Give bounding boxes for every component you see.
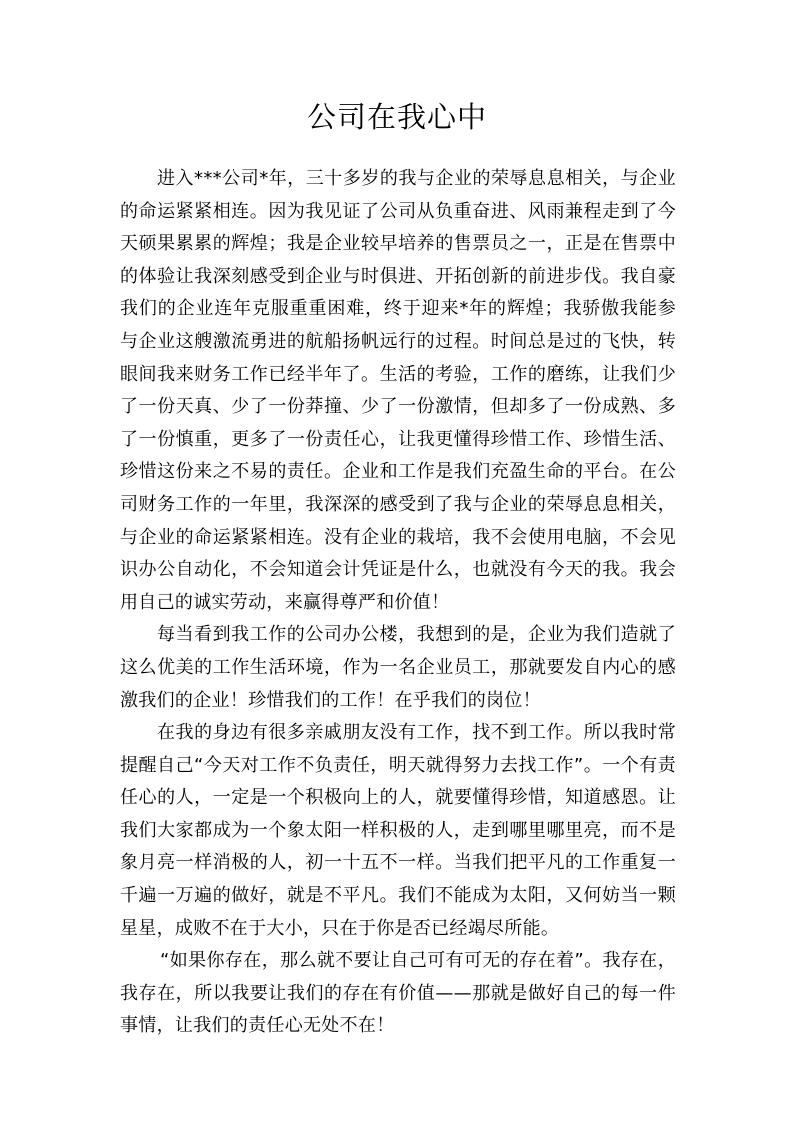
paragraph-1: 进入***公司*年，三十多岁的我与企业的荣辱息息相关，与企业的命运紧紧相连。因为我见证了公司从负重奋进、风雨兼程走到了今天硕果累累的辉煌；我是企业较早培养的售票员之一，正是在售票中的体验让我深刻感受到企业与时俱进、开拓创新的前进步伐。我自豪我们的企业连年克服重重困难，终于迎来*年的辉煌；我骄傲我能参与企业这艘激流勇进的航船扬帆远行的过程。时间总是过的飞快，转眼间我来财务工作已经半年了。生活的考验，工作的磨练，让我们少了一份天真、少了一份莽撞、少了一份激情，但却多了一份成熟、多了一份慎重，更多了一份责任心，让我更懂得珍惜工作、珍惜生活、珍惜这份来之不易的责任。企业和工作是我们充盈生命的平台。在公司财务工作的一年里，我深深的感受到了我与企业的荣辱息息相关，与企业的命运紧紧相连。没有企业的栽培，我不会使用电脑，不会见识办公自动化，不会知道会计凭证是什么，也就没有今天的我。我会用自己的诚实劳动，来赢得尊严和价值！	[120, 168, 676, 613]
paragraph-3: 在我的身边有很多亲戚朋友没有工作，找不到工作。所以我时常提醒自己“今天对工作不负责任，明天就得努力去找工作”。一个有责任心的人，一定是一个积极向上的人，就要懂得珍惜，知道感恩。让我们大家都成为一个象太阳一样积极的人，走到哪里哪里亮，而不是象月亮一样消极的人，初一十五不一样。当我们把平凡的工作重复一千遍一万遍的做好，就是不平凡。我们不能成为太阳，又何妨当一颗星星，成败不在于大小，只在于你是否已经竭尽所能。	[120, 722, 676, 939]
document-title: 公司在我心中	[306, 100, 487, 134]
paragraph-4: “如果你存在，那么就不要让自己可有可无的存在着”。我存在，我存在，所以我要让我们的存在有价值——那就是做好自己的每一件事情，让我们的责任心无处不在！	[120, 950, 676, 1037]
document-body	[120, 163, 676, 1043]
paragraph-2: 每当看到我工作的公司办公楼，我想到的是，企业为我们造就了这么优美的工作生活环境，作为一名企业员工，那就要发自内心的感激我们的企业！珍惜我们的工作！在乎我们的岗位！	[120, 624, 676, 711]
